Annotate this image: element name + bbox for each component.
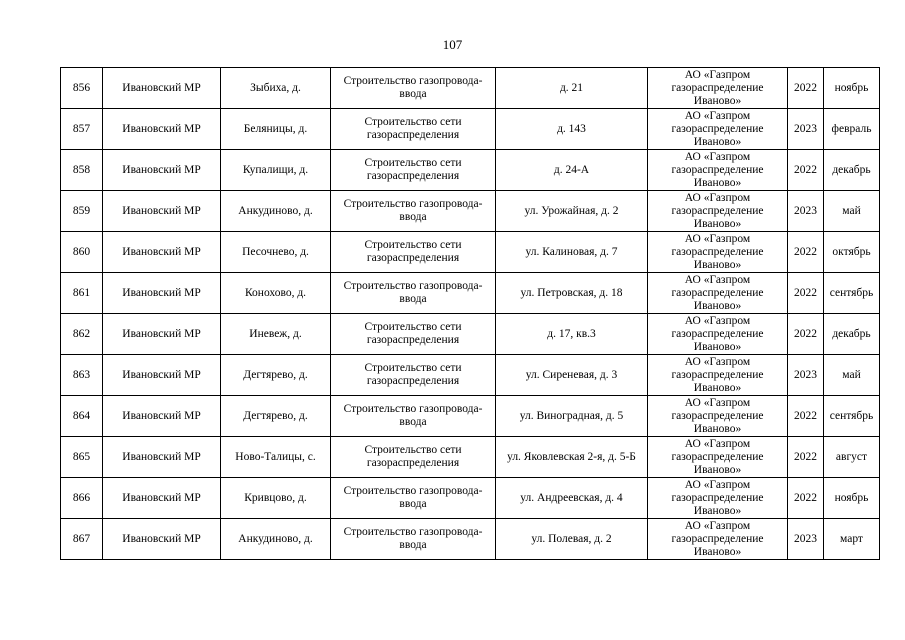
- work-type-cell: Строительство газопровода-ввода: [331, 519, 496, 560]
- year-cell: 2023: [788, 109, 824, 150]
- table-body: [61, 68, 880, 560]
- table-row: [61, 150, 880, 191]
- locality-cell: Анкудиново, д.: [221, 519, 331, 560]
- row-number-cell: 863: [61, 355, 103, 396]
- year-cell: 2022: [788, 150, 824, 191]
- table-row: [61, 437, 880, 478]
- district-cell: Ивановский МР: [103, 232, 221, 273]
- work-type-cell: Строительство газопровода-ввода: [331, 68, 496, 109]
- gasification-table: [60, 67, 880, 560]
- district-cell: Ивановский МР: [103, 437, 221, 478]
- row-number-cell: 867: [61, 519, 103, 560]
- row-number-cell: 862: [61, 314, 103, 355]
- month-cell: декабрь: [824, 314, 880, 355]
- organization-cell: АО «Газпром газораспределение Иваново»: [648, 396, 788, 437]
- row-number-cell: 858: [61, 150, 103, 191]
- locality-cell: Дегтярево, д.: [221, 355, 331, 396]
- table-row: [61, 396, 880, 437]
- month-cell: сентябрь: [824, 273, 880, 314]
- address-cell: ул. Сиреневая, д. 3: [496, 355, 648, 396]
- work-type-cell: Строительство газопровода-ввода: [331, 191, 496, 232]
- table-row: [61, 355, 880, 396]
- address-cell: ул. Петровская, д. 18: [496, 273, 648, 314]
- address-cell: д. 21: [496, 68, 648, 109]
- organization-cell: АО «Газпром газораспределение Иваново»: [648, 519, 788, 560]
- month-cell: декабрь: [824, 150, 880, 191]
- year-cell: 2022: [788, 68, 824, 109]
- address-cell: д. 24-А: [496, 150, 648, 191]
- locality-cell: Купалищи, д.: [221, 150, 331, 191]
- work-type-cell: Строительство сети газораспределения: [331, 150, 496, 191]
- district-cell: Ивановский МР: [103, 478, 221, 519]
- month-cell: ноябрь: [824, 478, 880, 519]
- month-cell: ноябрь: [824, 68, 880, 109]
- locality-cell: Кривцово, д.: [221, 478, 331, 519]
- district-cell: Ивановский МР: [103, 355, 221, 396]
- month-cell: март: [824, 519, 880, 560]
- table-row: [61, 109, 880, 150]
- work-type-cell: Строительство газопровода-ввода: [331, 396, 496, 437]
- locality-cell: Иневеж, д.: [221, 314, 331, 355]
- row-number-cell: 860: [61, 232, 103, 273]
- work-type-cell: Строительство сети газораспределения: [331, 437, 496, 478]
- district-cell: Ивановский МР: [103, 519, 221, 560]
- organization-cell: АО «Газпром газораспределение Иваново»: [648, 109, 788, 150]
- address-cell: ул. Андреевская, д. 4: [496, 478, 648, 519]
- table-row: [61, 68, 880, 109]
- page-number: 107: [442, 37, 463, 52]
- month-cell: февраль: [824, 109, 880, 150]
- locality-cell: Анкудиново, д.: [221, 191, 331, 232]
- organization-cell: АО «Газпром газораспределение Иваново»: [648, 273, 788, 314]
- address-cell: ул. Яковлевская 2-я, д. 5-Б: [496, 437, 648, 478]
- locality-cell: Дегтярево, д.: [221, 396, 331, 437]
- year-cell: 2022: [788, 478, 824, 519]
- organization-cell: АО «Газпром газораспределение Иваново»: [648, 355, 788, 396]
- table-row: [61, 273, 880, 314]
- month-cell: октябрь: [824, 232, 880, 273]
- year-cell: 2022: [788, 314, 824, 355]
- work-type-cell: Строительство сети газораспределения: [331, 109, 496, 150]
- row-number-cell: 864: [61, 396, 103, 437]
- row-number-cell: 865: [61, 437, 103, 478]
- organization-cell: АО «Газпром газораспределение Иваново»: [648, 68, 788, 109]
- table-row: [61, 191, 880, 232]
- month-cell: май: [824, 355, 880, 396]
- month-cell: август: [824, 437, 880, 478]
- row-number-cell: 861: [61, 273, 103, 314]
- district-cell: Ивановский МР: [103, 150, 221, 191]
- year-cell: 2023: [788, 519, 824, 560]
- organization-cell: АО «Газпром газораспределение Иваново»: [648, 191, 788, 232]
- locality-cell: Зыбиха, д.: [221, 68, 331, 109]
- row-number-cell: 856: [61, 68, 103, 109]
- district-cell: Ивановский МР: [103, 68, 221, 109]
- table-row: [61, 478, 880, 519]
- work-type-cell: Строительство сети газораспределения: [331, 232, 496, 273]
- table-row: [61, 232, 880, 273]
- locality-cell: Ново-Талицы, с.: [221, 437, 331, 478]
- table-row: [61, 314, 880, 355]
- address-cell: д. 17, кв.3: [496, 314, 648, 355]
- row-number-cell: 866: [61, 478, 103, 519]
- organization-cell: АО «Газпром газораспределение Иваново»: [648, 150, 788, 191]
- year-cell: 2022: [788, 273, 824, 314]
- row-number-cell: 857: [61, 109, 103, 150]
- address-cell: ул. Полевая, д. 2: [496, 519, 648, 560]
- district-cell: Ивановский МР: [103, 273, 221, 314]
- locality-cell: Беляницы, д.: [221, 109, 331, 150]
- year-cell: 2022: [788, 396, 824, 437]
- row-number-cell: 859: [61, 191, 103, 232]
- district-cell: Ивановский МР: [103, 109, 221, 150]
- locality-cell: Конохово, д.: [221, 273, 331, 314]
- address-cell: ул. Калиновая, д. 7: [496, 232, 648, 273]
- table-row: [61, 519, 880, 560]
- work-type-cell: Строительство сети газораспределения: [331, 314, 496, 355]
- month-cell: май: [824, 191, 880, 232]
- district-cell: Ивановский МР: [103, 314, 221, 355]
- organization-cell: АО «Газпром газораспределение Иваново»: [648, 232, 788, 273]
- locality-cell: Песочнево, д.: [221, 232, 331, 273]
- address-cell: ул. Урожайная, д. 2: [496, 191, 648, 232]
- address-cell: ул. Виноградная, д. 5: [496, 396, 648, 437]
- year-cell: 2022: [788, 232, 824, 273]
- work-type-cell: Строительство газопровода-ввода: [331, 478, 496, 519]
- organization-cell: АО «Газпром газораспределение Иваново»: [648, 478, 788, 519]
- work-type-cell: Строительство газопровода-ввода: [331, 273, 496, 314]
- district-cell: Ивановский МР: [103, 191, 221, 232]
- district-cell: Ивановский МР: [103, 396, 221, 437]
- organization-cell: АО «Газпром газораспределение Иваново»: [648, 437, 788, 478]
- year-cell: 2023: [788, 355, 824, 396]
- address-cell: д. 143: [496, 109, 648, 150]
- year-cell: 2023: [788, 191, 824, 232]
- year-cell: 2022: [788, 437, 824, 478]
- organization-cell: АО «Газпром газораспределение Иваново»: [648, 314, 788, 355]
- month-cell: сентябрь: [824, 396, 880, 437]
- work-type-cell: Строительство сети газораспределения: [331, 355, 496, 396]
